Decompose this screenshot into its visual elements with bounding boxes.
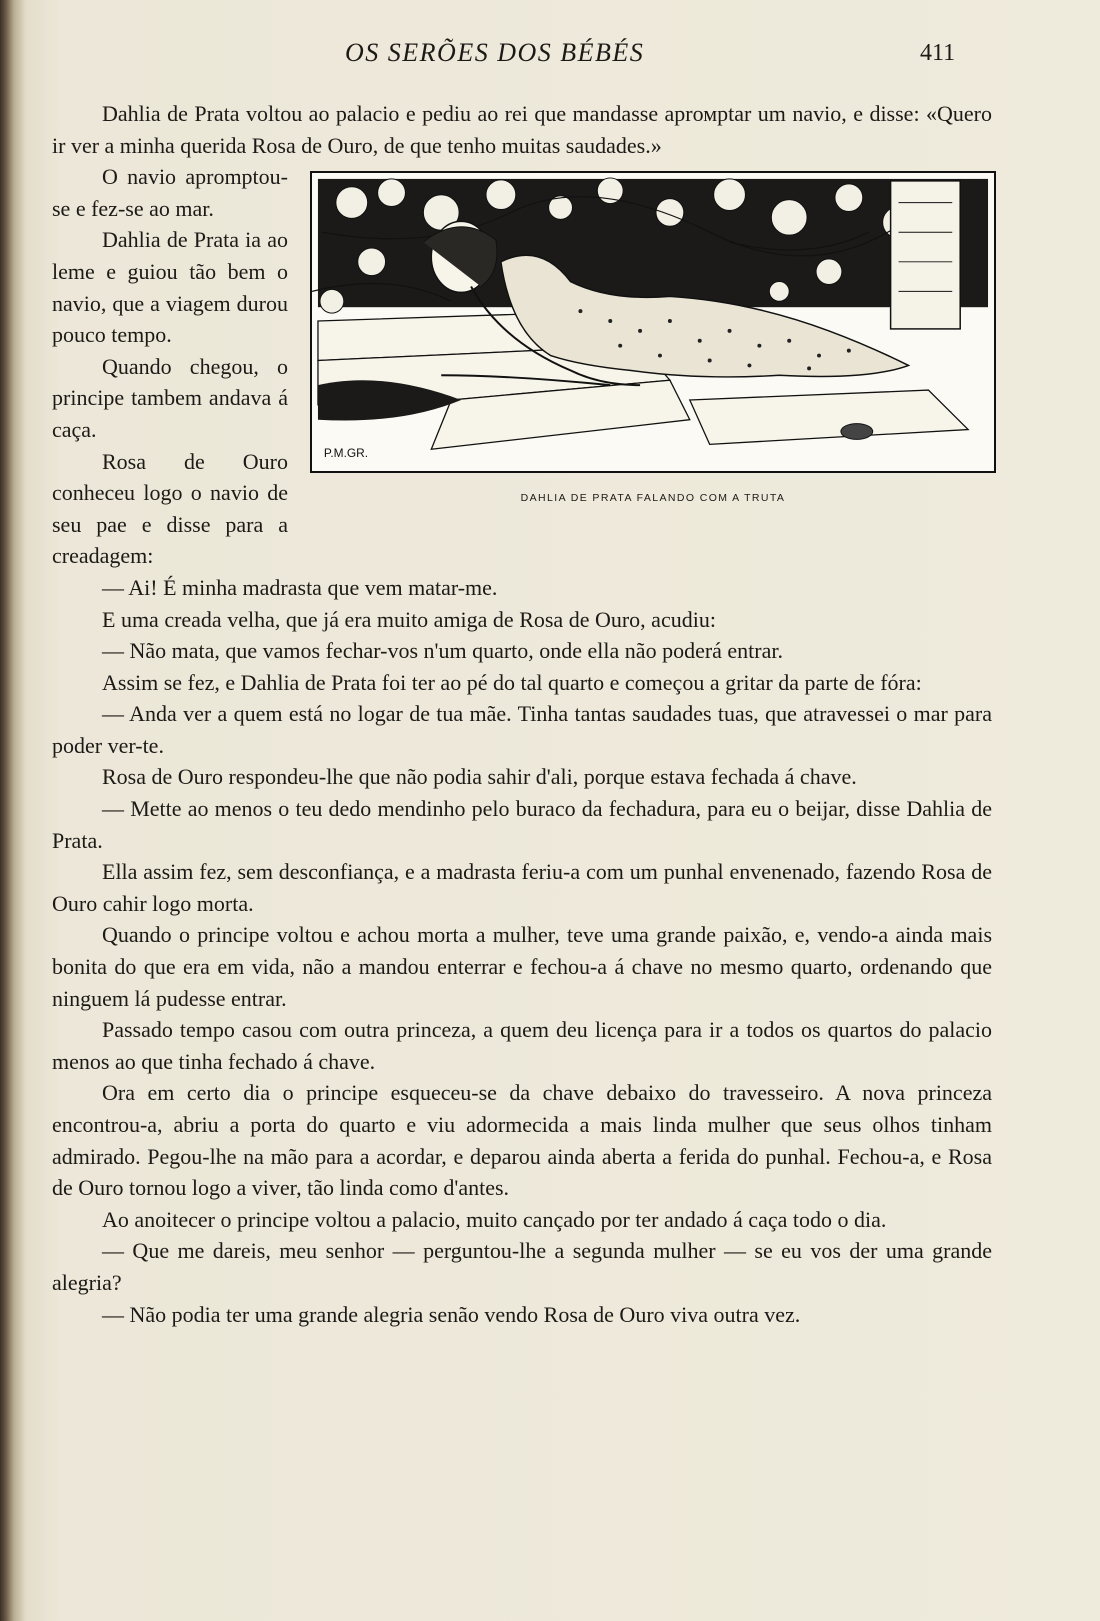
paragraph: Ao anoitecer o principe voltou a palacio, muito cançado por ter andado á caça todo o dia.	[102, 1206, 887, 1232]
figure-caption: DAHLIA DE PRATA FALANDO COM A TRUTA	[520, 492, 786, 505]
page-number: 411	[920, 40, 956, 66]
page-header	[0, 38, 1100, 78]
paragraph: Quando o principe voltou e achou morta a mulher, teve uma grande paixão, e, vendo-a ainda mais bonita do que era em vida, não a mandou enterrar e fechou-a á chave no mesmo quarto, ordenando que ninguem lá pudesse entrar.	[52, 922, 992, 1011]
paragraph: — Não mata, que vamos fechar-vos n'um quarto, onde ella não poderá entrar.	[102, 638, 784, 664]
paragraph: Dahlia de Prata ia ao leme e guiou tão bem o navio, que a viagem durou pouco tempo.	[52, 227, 288, 348]
paragraph: E uma creada velha, que já era muito amiga de Rosa de Ouro, acudiu:	[102, 606, 716, 632]
running-title: OS SERÕES DOS BÉBÉS	[345, 38, 645, 67]
paragraph: Ella assim fez, sem desconfiança, e a madrasta feriu-a com um punhal envenenado, fazendo Rosa de Ouro cahir logo morta.	[52, 859, 992, 916]
paragraph: Dahlia de Prata voltou ao palacio e pediu ao rei que mandasse aprомptar um navio, e disse: «Quero ir ver a minha querida Rosa de Ouro, de que tenho muitas saudades.»	[52, 101, 992, 158]
paragraph: O navio apromptou-se e fez-se ao mar.	[52, 164, 288, 221]
paragraph: — Anda ver a quem está no logar de tua mãe. Tinha tantas saudades tuas, que atravessei o mar para poder ver-te.	[52, 701, 992, 758]
paragraph: Passado tempo casou com outra princeza, a quem deu licença para ir a todos os quartos do palacio menos ao que tinha fechado á chave.	[52, 1017, 992, 1074]
paragraph: Rosa de Ouro conheceu logo o navio de seu pae e disse para a creadagem:	[52, 448, 288, 569]
paragraph: — Mette ao menos o teu dedo mendinho pelo buraco da fechadura, para eu o beijar, disse Dahlia de Prata.	[52, 796, 992, 853]
paragraph: — Que me dareis, meu senhor — perguntou-lhe a segunda mulher — se eu vos der uma grande alegria?	[52, 1238, 992, 1295]
paragraph: — Não podia ter uma grande alegria senão vendo Rosa de Ouro viva outra vez.	[102, 1301, 801, 1327]
paragraph: — Ai! É minha madrasta que vem matar-me.	[102, 574, 498, 600]
illustration-woman-by-pool	[310, 171, 996, 473]
paragraph: Assim se fez, e Dahlia de Prata foi ter ao pé do tal quarto e começou a gritar da parte de fóra:	[102, 669, 922, 695]
body-text	[52, 98, 992, 1330]
illustration-signature: P.M.GR.	[323, 446, 369, 461]
paragraph: Rosa de Ouro respondeu-lhe que não podia sahir d'ali, porque estava fechada á chave.	[102, 764, 857, 790]
figure	[310, 171, 996, 515]
paragraph: Ora em certo dia o principe esqueceu-se da chave debaixo do travesseiro. A nova princeza encontrou-a, abriu a porta do quarto e viu adormecida a mais linda mulher que seus olhos tinham admirado. Pegou-lhe na mão para a acordar, e deparou ainda aberta a ferida do punhal. Fechou-a, e Rosa de Ouro tornou logo a viver, tão linda como d'antes.	[52, 1080, 992, 1201]
paragraph: Quando chegou, o principe tambem andava á caça.	[52, 353, 288, 442]
